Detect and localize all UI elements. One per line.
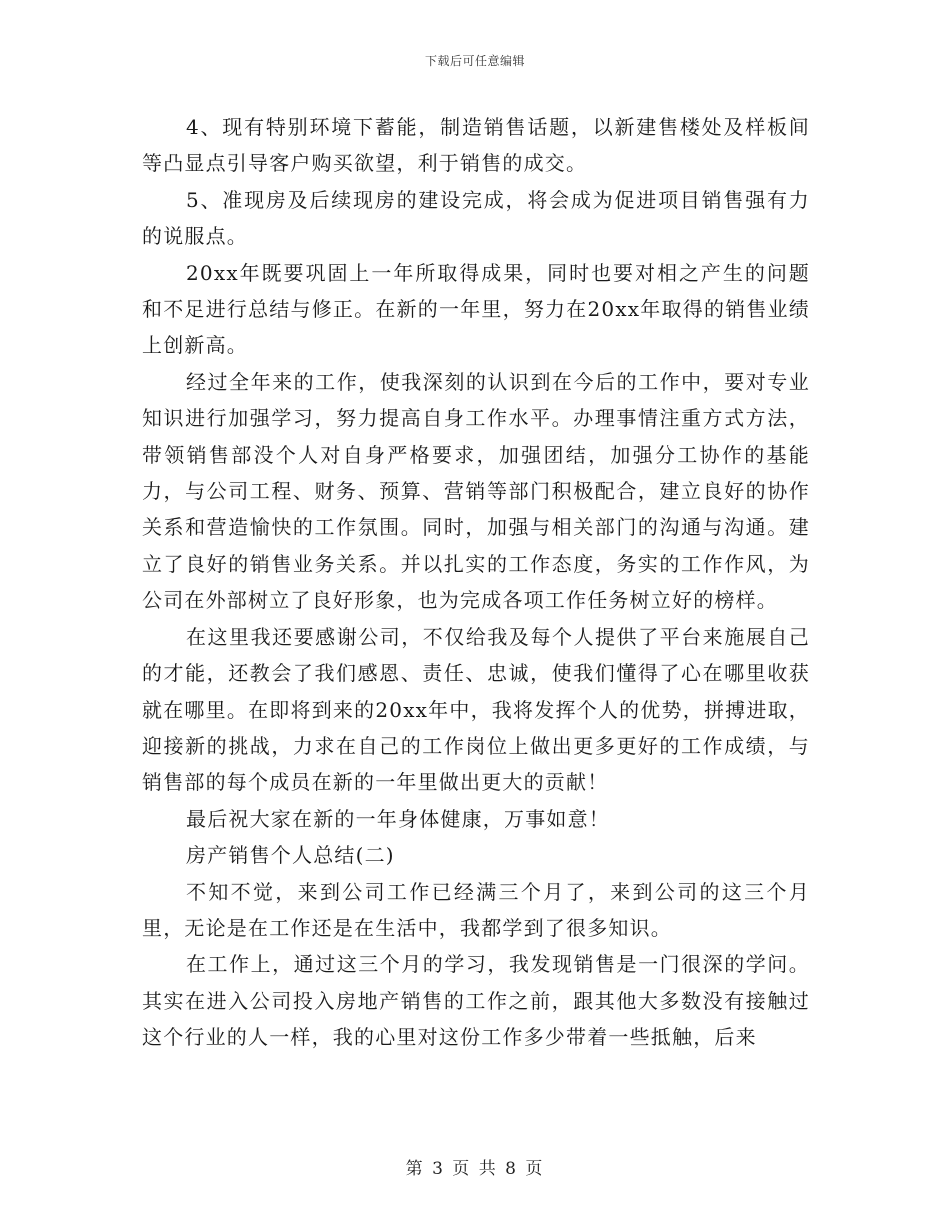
paragraph-5: 在这里我还要感谢公司，不仅给我及每个人提供了平台来施展自己的才能，还教会了我们感恩、责任、忠诚，使我们懂得了心在哪里收获就在哪里。在即将到来的20xx年中，我将发挥个人的优势，拼搏进取，迎接新的挑战，力求在自己的工作岗位上做出更多更好的工作成绩，与销售部的每个成员在新的一年里做出更大的贡献！ <box>142 624 810 795</box>
page-footer: 第 3 页 共 8 页 <box>405 1159 545 1179</box>
page-header: 下载后可任意编辑 <box>424 54 525 68</box>
paragraph-6: 最后祝大家在新的一年身体健康，万事如意！ <box>186 806 610 831</box>
paragraph-7: 不知不觉，来到公司工作已经满三个月了，来到公司的这三个月里，无论是在工作还是在生活中，我都学到了很多知识。 <box>142 879 810 940</box>
paragraph-2: 5、准现房及后续现房的建设完成，将会成为促进项目销售强有力的说服点。 <box>142 187 810 249</box>
paragraph-8: 在工作上，通过这三个月的学习，我发现销售是一门很深的学问。其实在进入公司投入房地产销售的工作之前，跟其他大多数没有接触过这个行业的人一样，我的心里对这份工作多少带着一些抵触，后来 <box>142 952 810 1050</box>
document-body <box>142 109 810 1056</box>
paragraph-4: 经过全年来的工作，使我深刻的认识到在今后的工作中，要对专业知识进行加强学习，努力提高自身工作水平。办理事情注重方式方法，带领销售部没个人对自身严格要求，加强团结，加强分工协作的基能力，与公司工程、财务、预算、营销等部门积极配合，建立良好的协作关系和营造愉快的工作氛围。同时，加强与相关部门的沟通与沟通。建立了良好的销售业务关系。并以扎实的工作态度，务实的工作作风，为公司在外部树立了良好形象，也为完成各项工作任务树立好的榜样。 <box>142 369 810 613</box>
section-heading: 房产销售个人总结(二) <box>186 843 395 868</box>
paragraph-3: 20xx年既要巩固上一年所取得成果，同时也要对相之产生的问题和不足进行总结与修正。在新的一年里，努力在20xx年取得的销售业绩上创新高。 <box>142 260 810 358</box>
paragraph-1: 4、现有特别环境下蓄能，制造销售话题，以新建售楼处及样板间等凸显点引导客户购买欲望，利于销售的成交。 <box>142 115 810 176</box>
